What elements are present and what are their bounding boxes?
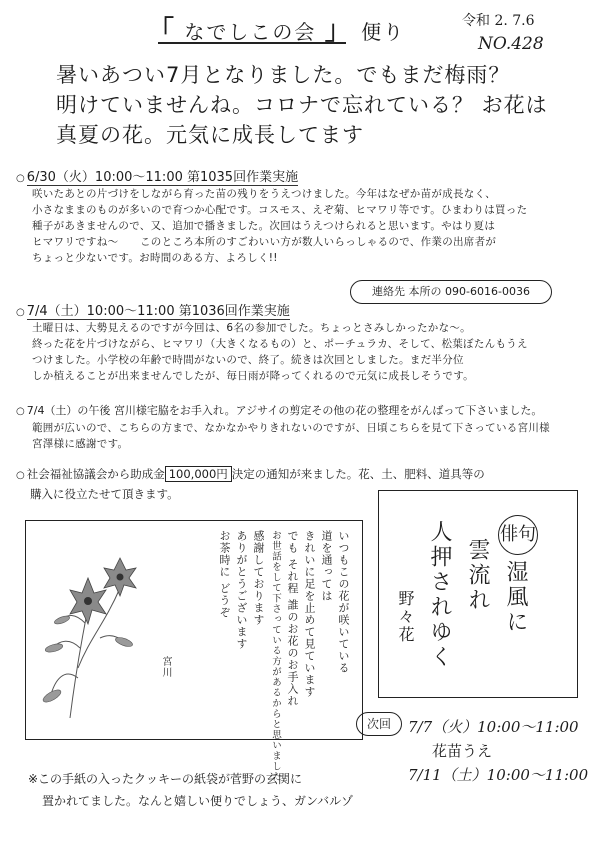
haiku-line: 湿風に	[503, 560, 528, 635]
donation-notice	[16, 466, 485, 482]
item-heading	[16, 300, 290, 319]
item-heading-text: 7/4（土）の午後	[26, 404, 111, 417]
donation-before: 社会福祉協議会から助成金	[26, 467, 165, 481]
letter-signature: 宮川	[160, 656, 171, 678]
body-line: ちょっと少ないです。お時間のある方、よろしく!!	[32, 252, 278, 264]
title-underline	[158, 42, 346, 44]
contact-box: 連絡先 本所の 090-6016-0036	[350, 280, 552, 304]
body-line: 小さなままのものが多いので育つか心配です。コスモス、えぞ菊、ヒマワリ等です。ひまわりは買った	[32, 204, 528, 216]
bullet-icon: ○	[16, 307, 25, 318]
next-session-line: 7/7（火）10:00〜11:00	[408, 718, 579, 736]
item-heading-text: 6/30（火）10:00〜11:00 第1035回作業実施	[26, 170, 299, 185]
letter-column: ありがとうございます	[235, 530, 248, 650]
body-line: 土曜日は、大勢見えるのですが今回は、6名の参加でした。ちょっとさみしかったかな〜。	[32, 322, 471, 334]
item-heading	[16, 166, 298, 185]
newsletter-title	[148, 10, 406, 46]
haiku-author: 野々花	[396, 590, 415, 644]
flower-center-icon	[84, 597, 92, 605]
note-line: 置かれてました。なんと嬉しい便りでしょう、ガンバルゾ	[42, 794, 354, 808]
headline-line: 明けていませんね。コロナで忘れている？ お花は	[56, 93, 548, 117]
body-line: 宮澤様に感謝です。	[32, 438, 129, 450]
flower-center-icon	[117, 574, 124, 581]
body-line: 終った花を片づけながら、ヒマワリ（大きくなるもの）と、ポーチュラカ、そして、松葉ぼたんもうえ	[32, 338, 528, 350]
haiku-line: 人押されゆく	[427, 520, 452, 670]
flower-drawing	[30, 528, 140, 728]
letter-column: でも それ程 誰のお花のお手入れ	[286, 530, 299, 707]
item-heading	[16, 402, 542, 418]
title-open-bracket: 「	[148, 16, 177, 46]
bullet-icon: ○	[16, 173, 25, 184]
next-session-badge: 次回	[356, 712, 402, 736]
body-line: 範囲が広いので、こちらの方まで、なかなかやりきれないのですが、日頃こちらを見て下さっている宮川様	[32, 422, 550, 434]
issue-date: 令和 2. 7.6	[462, 13, 535, 29]
item-body	[32, 186, 580, 266]
item-body	[32, 320, 580, 384]
letter-column: お世話をして下さっている方があるからと思いました	[270, 530, 281, 782]
item-body	[32, 420, 580, 452]
item-heading-rest: 宮川様宅脇をお手入れ。アジサイの剪定その他の花の整理をがんばって下さいました。	[113, 404, 543, 417]
body-line: 種子があきませんので、又、追加で播きました。次回はうえつけられると思います。やはり夏は	[32, 220, 496, 232]
donation-line2: 購入に役立たせて頂きます。	[30, 487, 179, 501]
letter-column: 道を通っては	[320, 530, 333, 602]
title-close-bracket: 」	[324, 16, 353, 46]
letter-column: きれいに足を止めて見ています	[303, 530, 316, 698]
title-text: なでしこの会	[184, 20, 317, 44]
next-session-line: 7/11（土）10:00〜11:00	[408, 766, 589, 784]
letter-column: 感謝しております	[252, 530, 265, 626]
haiku-badge: 俳句	[498, 515, 538, 555]
letter-column: お茶時に どうぞ	[218, 530, 231, 619]
headline-line: 暑いあつい7月となりました。でもまだ梅雨？	[56, 63, 511, 87]
donation-amount: 100,000円	[165, 466, 232, 482]
body-line: しか植えることが出来ませんでしたが、毎日雨が降ってくれるので元気に成長しそうです。	[32, 370, 474, 382]
letter-text	[150, 530, 350, 782]
headline	[56, 60, 548, 150]
bullet-icon: ○	[16, 406, 25, 417]
donation-after: 決定の通知が来ました。花、土、肥料、道具等の	[231, 467, 485, 481]
haiku-line: 雲流れ	[465, 538, 490, 613]
headline-line: 真夏の花。元気に成長してます	[56, 123, 364, 147]
issue-number: NO.428	[478, 34, 544, 54]
body-line: 咲いたあとの片づけをしながら育った苗の残りをうえつけました。今年はなぜか苗が成長なく、	[32, 188, 496, 200]
body-line: つけました。小学校の年齢で時間がないので、終了。続きは次回としました。まだ半分位	[32, 354, 464, 366]
letter-column: いつもこの花が咲いている	[337, 530, 350, 674]
body-line: ヒマワリですね〜 このところ本所のすごわいい方が数人いらっしゃるので、作業の出席者が	[32, 236, 497, 248]
title-suffix: 便り	[361, 20, 406, 44]
note-line: ※この手紙の入ったクッキーの紙袋が菅野の玄関に	[28, 772, 303, 786]
bullet-icon: ○	[16, 470, 25, 481]
next-session-line: 花苗うえ	[432, 742, 493, 760]
item-heading-text: 7/4（土）10:00〜11:00 第1036回作業実施	[26, 304, 290, 319]
